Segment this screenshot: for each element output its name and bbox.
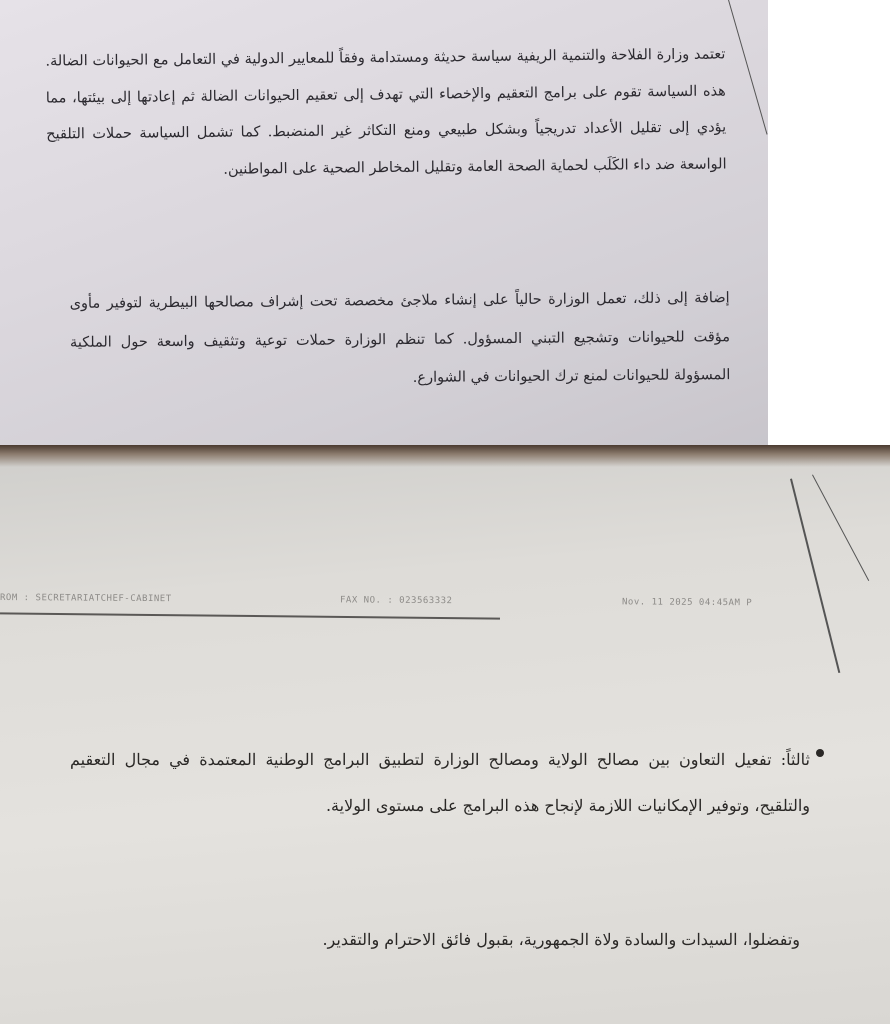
bottom-document-photo — [0, 445, 890, 1024]
page-fold-line — [790, 479, 840, 673]
fax-from: ROM : SECRETARIATCHEF-CABINET — [0, 592, 172, 605]
paragraph-stray-animal-policy: تعتمد وزارة الفلاحة والتنمية الريفية سياسة حديثة ومستدامة وفقاً للمعايير الدولية في التعامل مع الحيوانات الضالة. هذه السياسة تقوم على برامج التعقيم والإخصاء التي تهدف إلى تعقيم الحيوانات الضالة ثم إعادتها إلى بيئتها، مما يؤدي إلى تقليل الأعداد تدريجياً وبشكل طبيعي ومنع التكاثر غير المنضبط. كما تشمل السياسة حملات التلقيح الواسعة ضد داء الكَلَب لحماية الصحة العامة وتقليل المخاطر الصحية على المواطنين. — [45, 46, 727, 178]
top-document-photo — [0, 0, 768, 445]
fax-date: Nov. 11 2025 04:45AM P — [621, 597, 753, 609]
closing-salutation: وتفضلوا، السيدات والسادة ولاة الجمهورية، بقبول فائق الاحترام والتقدير. — [322, 930, 800, 949]
fax-number: FAX NO. : 023563332 — [339, 595, 453, 607]
bullet-item-third: ثالثاً: تفعيل التعاون بين مصالح الولاية ومصالح الوزارة لتطبيق البرامج الوطنية المعتمدة في مجال التعقيم والتلقيح، وتوفير الإمكانيات اللازمة لإنجاح هذه البرامج على مستوى الولاية. — [70, 750, 810, 815]
page-edge-line — [728, 0, 768, 135]
page-fold-line-2 — [812, 475, 869, 581]
shadow-band — [0, 445, 890, 467]
paragraph-shelters-awareness: إضافة إلى ذلك، تعمل الوزارة حالياً على إنشاء ملاجئ مخصصة تحت إشراف مصالحها البيطرية لتوفير مأوى مؤقت للحيوانات وتشجيع التبني المسؤول. كما تنظم الوزارة حملات توعية وتثقيف واسعة حول الملكية المسؤولة للحيوانات لمنع ترك الحيوانات في الشوارع. — [69, 290, 731, 386]
